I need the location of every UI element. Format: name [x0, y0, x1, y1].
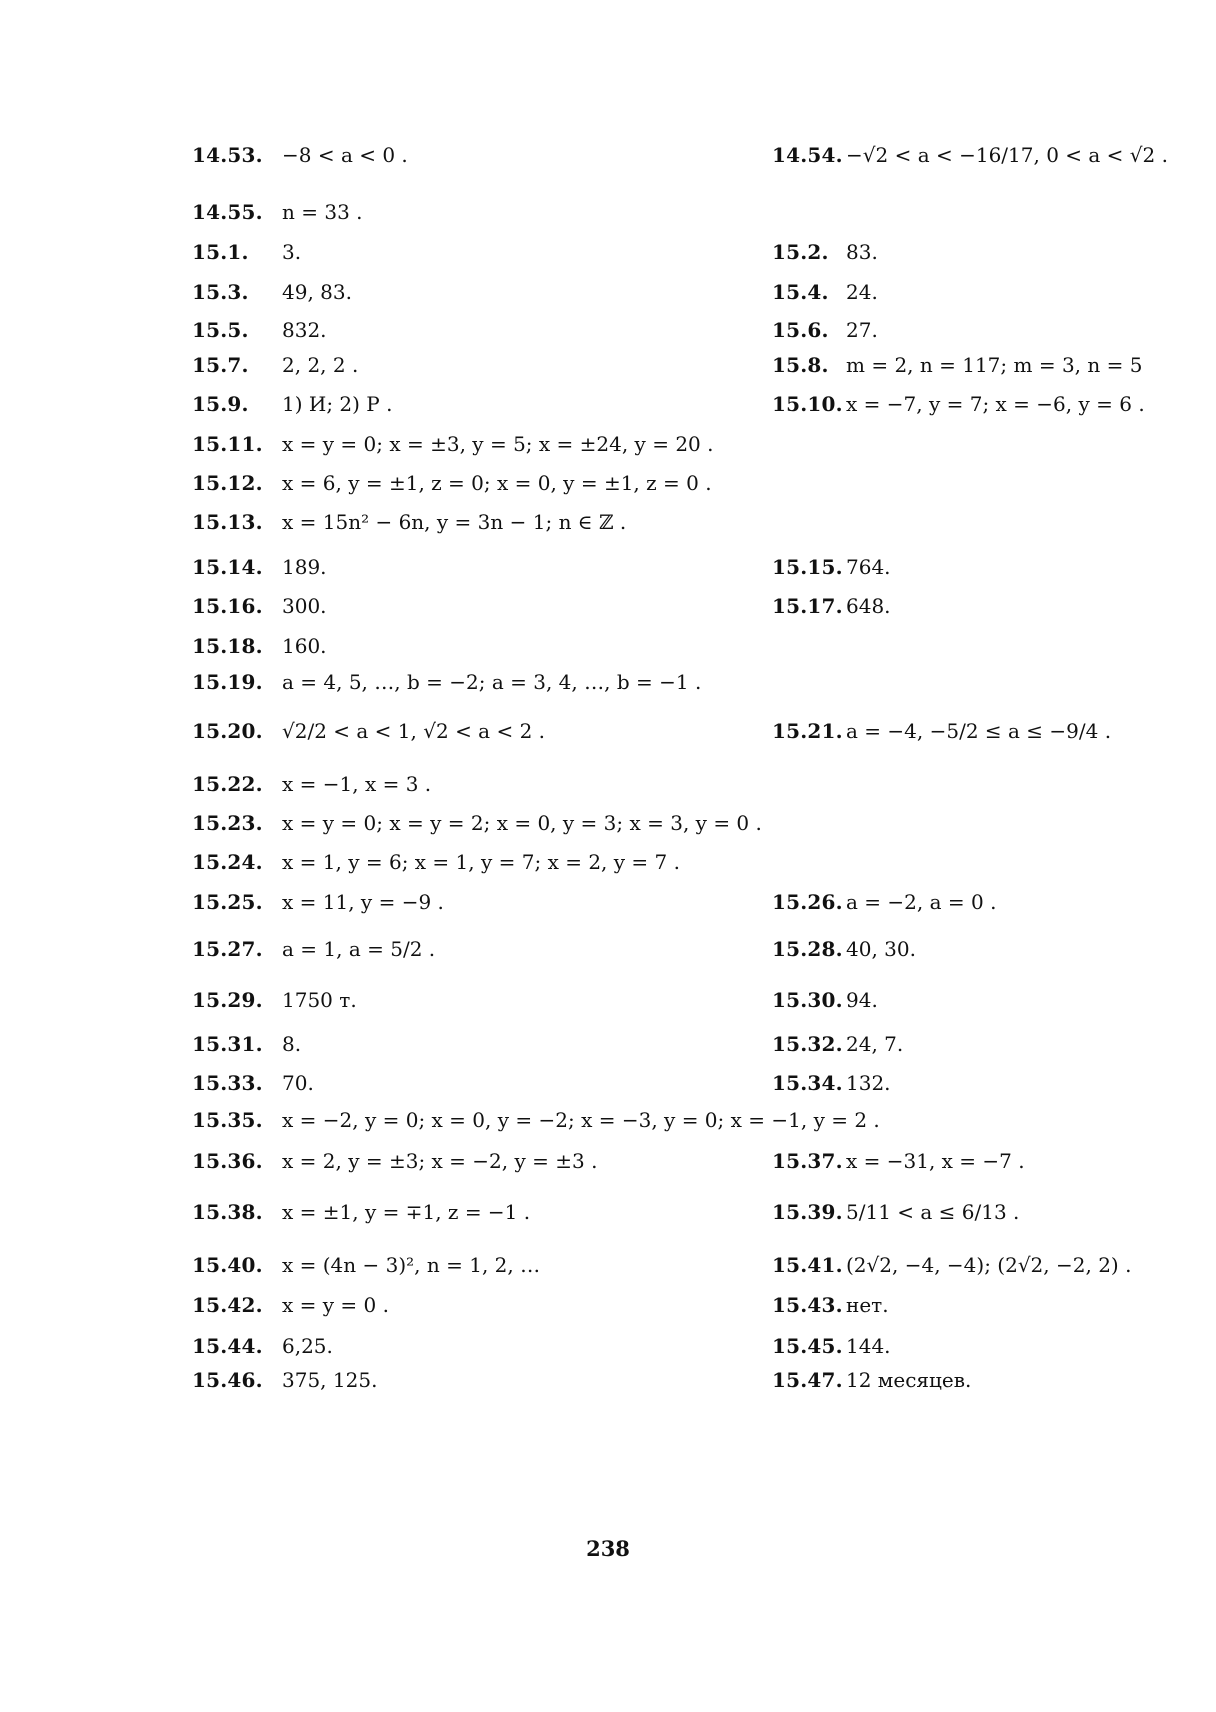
problem-number: 15.31. [192, 1032, 263, 1056]
answer-row [0, 1293, 1216, 1333]
answer-row [0, 811, 1216, 851]
answer-text: x = 2, y = ±3; x = −2, y = ±3 . [282, 1149, 598, 1173]
answer-text: 1) И; 2) Р . [282, 392, 393, 416]
answer-text: x = y = 0; x = y = 2; x = 0, y = 3; x = 3, y = 0 . [282, 811, 762, 835]
answer-text: 70. [282, 1071, 314, 1095]
answer-text: x = −31, x = −7 . [846, 1149, 1025, 1173]
answer-row [0, 890, 1216, 930]
answer-text: 375, 125. [282, 1368, 378, 1392]
problem-number: 15.40. [192, 1253, 263, 1277]
answer-text: a = 1, a = 5/2 . [282, 937, 436, 961]
problem-number: 15.8. [772, 353, 829, 377]
problem-number: 15.32. [772, 1032, 843, 1056]
answer-text: 49, 83. [282, 280, 352, 304]
problem-number: 15.33. [192, 1071, 263, 1095]
answer-text: 1750 т. [282, 988, 357, 1012]
problem-number: 15.35. [192, 1108, 263, 1132]
problem-number: 15.17. [772, 594, 843, 618]
answer-row [0, 1368, 1216, 1408]
answer-text: x = 15n² − 6n, y = 3n − 1; n ∈ ℤ . [282, 510, 627, 534]
problem-number: 15.23. [192, 811, 263, 835]
problem-number: 15.43. [772, 1293, 843, 1317]
answer-text: −√2 < a < −16/17, 0 < a < √2 . [846, 143, 1168, 167]
answer-text: a = 4, 5, …, b = −2; a = 3, 4, …, b = −1 . [282, 670, 702, 694]
answer-text: √2/2 < a < 1, √2 < a < 2 . [282, 719, 546, 743]
answer-row [0, 1108, 1216, 1148]
answer-text: 3. [282, 240, 302, 264]
problem-number: 15.37. [772, 1149, 843, 1173]
answer-row [0, 510, 1216, 550]
answer-text: 160. [282, 634, 327, 658]
problem-number: 15.12. [192, 471, 263, 495]
answer-row [0, 318, 1216, 358]
answer-text: 132. [846, 1071, 891, 1095]
problem-number: 15.41. [772, 1253, 843, 1277]
answer-text: n = 33 . [282, 200, 363, 224]
problem-number: 15.27. [192, 937, 263, 961]
problem-number: 14.54. [772, 143, 843, 167]
answer-text: 27. [846, 318, 878, 342]
answer-text: 83. [846, 240, 878, 264]
problem-number: 15.47. [772, 1368, 843, 1392]
answer-text: a = −2, a = 0 . [846, 890, 997, 914]
problem-number: 15.13. [192, 510, 263, 534]
answer-row [0, 937, 1216, 977]
answer-text: 40, 30. [846, 937, 916, 961]
answer-text: 189. [282, 555, 327, 579]
problem-number: 15.24. [192, 850, 263, 874]
answer-text: 300. [282, 594, 327, 618]
answer-row [0, 471, 1216, 511]
answer-text: 6,25. [282, 1334, 333, 1358]
answer-text: 24, 7. [846, 1032, 904, 1056]
problem-number: 15.20. [192, 719, 263, 743]
problem-number: 15.2. [772, 240, 829, 264]
problem-number: 15.26. [772, 890, 843, 914]
answer-text: 2, 2, 2 . [282, 353, 359, 377]
problem-number: 15.46. [192, 1368, 263, 1392]
answer-text: 144. [846, 1334, 891, 1358]
answer-row [0, 280, 1216, 320]
problem-number: 15.10. [772, 392, 843, 416]
answer-row [0, 143, 1216, 183]
answer-text: x = −7, y = 7; x = −6, y = 6 . [846, 392, 1145, 416]
answer-text: (2√2, −4, −4); (2√2, −2, 2) . [846, 1253, 1132, 1277]
problem-number: 15.19. [192, 670, 263, 694]
answer-row [0, 594, 1216, 634]
problem-number: 15.15. [772, 555, 843, 579]
answer-row [0, 772, 1216, 812]
problem-number: 15.16. [192, 594, 263, 618]
problem-number: 15.4. [772, 280, 829, 304]
answer-text: 8. [282, 1032, 302, 1056]
answer-row [0, 719, 1216, 759]
answer-row [0, 1149, 1216, 1189]
answer-text: 832. [282, 318, 327, 342]
answer-text: x = y = 0; x = ±3, y = 5; x = ±24, y = 20 . [282, 432, 714, 456]
answer-text: 648. [846, 594, 891, 618]
answer-text: нет. [846, 1293, 889, 1317]
answer-row [0, 432, 1216, 472]
problem-number: 15.30. [772, 988, 843, 1012]
problem-number: 15.45. [772, 1334, 843, 1358]
problem-number: 15.11. [192, 432, 263, 456]
problem-number: 15.39. [772, 1200, 843, 1224]
problem-number: 15.44. [192, 1334, 263, 1358]
answer-row [0, 1032, 1216, 1072]
answer-text: x = 6, y = ±1, z = 0; x = 0, y = ±1, z = 0 . [282, 471, 712, 495]
problem-number: 15.36. [192, 1149, 263, 1173]
answer-row [0, 634, 1216, 674]
answer-text: m = 2, n = 117; m = 3, n = 5 [846, 353, 1143, 377]
answer-text: 24. [846, 280, 878, 304]
answer-text: x = (4n − 3)², n = 1, 2, … [282, 1253, 541, 1277]
answer-text: 764. [846, 555, 891, 579]
answer-row [0, 1253, 1216, 1293]
answer-text: x = y = 0 . [282, 1293, 389, 1317]
problem-number: 15.34. [772, 1071, 843, 1095]
answer-row [0, 353, 1216, 393]
problem-number: 14.53. [192, 143, 263, 167]
answer-text: x = 1, y = 6; x = 1, y = 7; x = 2, y = 7 . [282, 850, 680, 874]
answer-row [0, 240, 1216, 280]
answer-text: x = −1, x = 3 . [282, 772, 432, 796]
answer-row [0, 392, 1216, 432]
problem-number: 15.29. [192, 988, 263, 1012]
answer-row [0, 555, 1216, 595]
problem-number: 15.28. [772, 937, 843, 961]
answer-text: 94. [846, 988, 878, 1012]
page-number: 238 [586, 1536, 630, 1561]
problem-number: 15.9. [192, 392, 249, 416]
problem-number: 15.22. [192, 772, 263, 796]
problem-number: 15.3. [192, 280, 249, 304]
answer-text: x = −2, y = 0; x = 0, y = −2; x = −3, y = 0; x = −1, y = 2 . [282, 1108, 880, 1132]
answer-row [0, 988, 1216, 1028]
answer-text: −8 < a < 0 . [282, 143, 408, 167]
answer-row [0, 1200, 1216, 1240]
problem-number: 15.14. [192, 555, 263, 579]
answer-row [0, 1071, 1216, 1111]
problem-number: 15.1. [192, 240, 249, 264]
problem-number: 15.5. [192, 318, 249, 342]
problem-number: 14.55. [192, 200, 263, 224]
answer-text: x = ±1, y = ∓1, z = −1 . [282, 1200, 531, 1224]
answer-text: 12 месяцев. [846, 1368, 972, 1392]
problem-number: 15.42. [192, 1293, 263, 1317]
problem-number: 15.6. [772, 318, 829, 342]
problem-number: 15.38. [192, 1200, 263, 1224]
answer-row [0, 200, 1216, 240]
answer-row [0, 850, 1216, 890]
answer-text: 5/11 < a ≤ 6/13 . [846, 1200, 1020, 1224]
problem-number: 15.18. [192, 634, 263, 658]
answer-text: a = −4, −5/2 ≤ a ≤ −9/4 . [846, 719, 1112, 743]
answer-text: x = 11, y = −9 . [282, 890, 444, 914]
problem-number: 15.25. [192, 890, 263, 914]
problem-number: 15.21. [772, 719, 843, 743]
problem-number: 15.7. [192, 353, 249, 377]
answer-row [0, 670, 1216, 710]
